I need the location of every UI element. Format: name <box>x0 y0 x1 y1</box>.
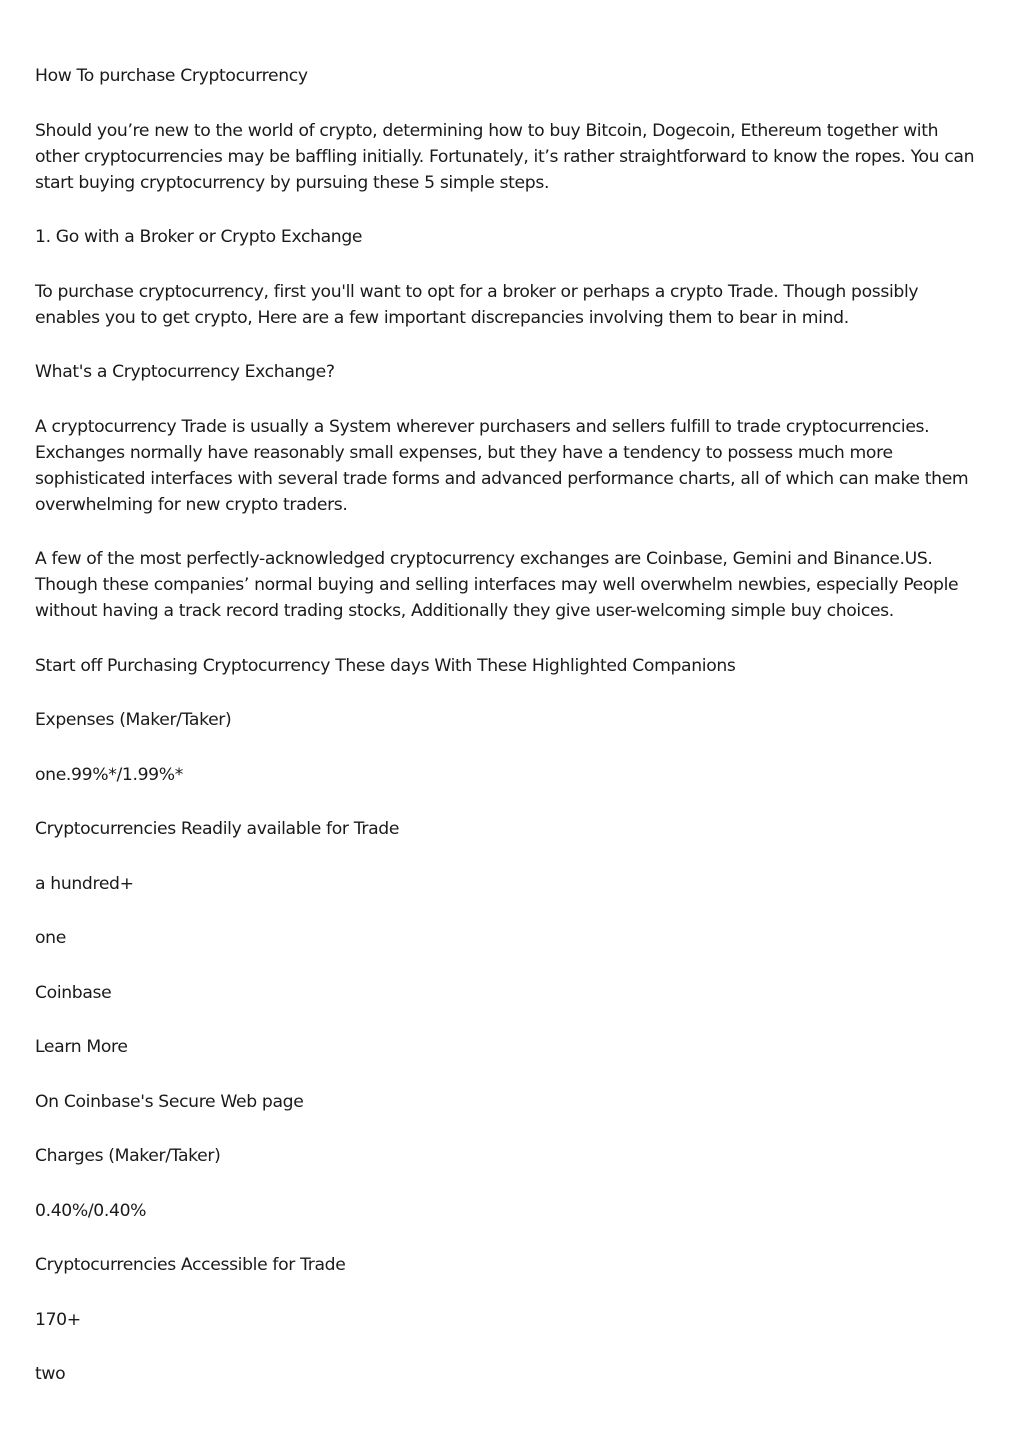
secure-page-text: On Coinbase's Secure Web page <box>35 1091 304 1112</box>
body-paragraph: A cryptocurrency Trade is usually a System wherever purchasers and sellers fulfill to trade cryptocurrencies. Exchanges normally have reasonably small expenses, but they have a tendency to possess much more sophisticated interfaces with several trade forms and advanced performance charts, all of which can make them overwhelming for new crypto traders. <box>35 416 969 515</box>
fees-label: Charges (Maker/Taker) <box>35 1146 221 1166</box>
body-paragraph: To purchase cryptocurrency, first you'll want to opt for a broker or perhaps a crypto Trade. Though possibly enables you to get crypto, Here are a few important discrepancies involving them to bear in mind. <box>35 281 919 328</box>
cryptos-value: 170+ <box>35 1309 81 1330</box>
learn-more-text: Learn More <box>35 1037 128 1057</box>
step-heading: 1. Go with a Broker or Crypto Exchange <box>35 227 363 247</box>
cryptos-label: Cryptocurrencies Accessible for Trade <box>35 1255 346 1275</box>
fees-value: one.99%*/1.99%* <box>35 764 183 785</box>
partners-heading: Start off Purchasing Cryptocurrency These days With These Highlighted Companions <box>35 655 736 676</box>
document-title: How To purchase Cryptocurrency <box>35 66 308 86</box>
fees-value: 0.40%/0.40% <box>35 1200 147 1221</box>
rank-label: two <box>35 1364 66 1384</box>
rank-label: one <box>35 928 66 948</box>
document-body <box>35 63 985 1416</box>
cryptos-value: a hundred+ <box>35 873 134 894</box>
cryptos-label: Cryptocurrencies Readily available for Trade <box>35 819 400 839</box>
body-paragraph: A few of the most perfectly-acknowledged cryptocurrency exchanges are Coinbase, Gemini and Binance.US. Though these companies’ normal buying and selling interfaces may well overwhelm newbies, especially People without having a track record trading stocks, Additionally they give user-welcoming simple buy choices. <box>35 549 959 621</box>
partner-name: Coinbase <box>35 982 112 1003</box>
intro-paragraph: Should you’re new to the world of crypto, determining how to buy Bitcoin, Dogecoin, Ethereum together with other cryptocurrencies may be baffling initially. Fortunately, it’s rather straightforward to know the ropes. You can start buying cryptocurrency by pursuing these 5 simple steps. <box>35 120 975 193</box>
section-heading: What's a Cryptocurrency Exchange? <box>35 362 335 382</box>
fees-label: Expenses (Maker/Taker) <box>35 710 232 730</box>
